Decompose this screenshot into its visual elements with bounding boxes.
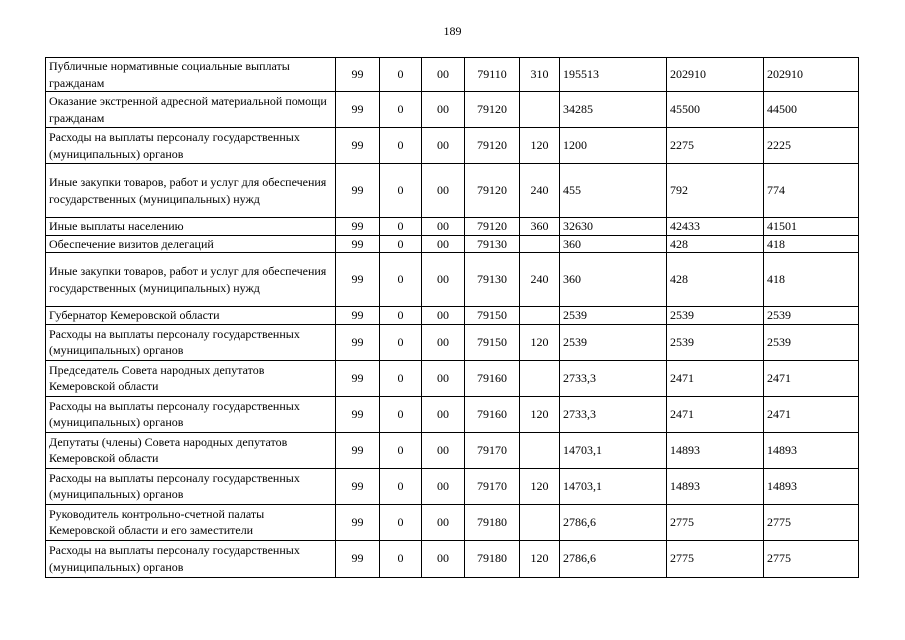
row-name: Расходы на выплаты персоналу государственных (муниципальных) органов [46,396,336,432]
table-row [46,432,859,468]
table-row [46,235,859,253]
row-name: Иные выплаты населению [46,218,336,236]
row-code-1: 99 [336,128,380,164]
row-code-3: 00 [422,164,465,218]
row-code-4: 79150 [465,324,520,360]
row-value-2: 428 [667,235,764,253]
row-value-1: 2733,3 [560,360,667,396]
row-name: Расходы на выплаты персоналу государственных (муниципальных) органов [46,540,336,577]
row-code-3: 00 [422,324,465,360]
row-value-3: 2539 [764,307,859,325]
row-code-5 [520,432,560,468]
row-code-1: 99 [336,396,380,432]
row-code-5: 360 [520,218,560,236]
row-code-2: 0 [380,324,422,360]
page-number: 189 [443,24,462,38]
row-code-3: 00 [422,307,465,325]
row-code-1: 99 [336,540,380,577]
row-value-3: 2471 [764,360,859,396]
row-value-2: 2471 [667,360,764,396]
row-code-4: 79170 [465,468,520,504]
row-value-3: 2539 [764,324,859,360]
table-row [46,218,859,236]
row-code-2: 0 [380,307,422,325]
row-code-3: 00 [422,396,465,432]
row-value-1: 34285 [560,92,667,128]
row-code-3: 00 [422,360,465,396]
row-code-2: 0 [380,128,422,164]
row-code-3: 00 [422,218,465,236]
row-name: Публичные нормативные социальные выплаты гражданам [46,58,336,92]
table-row [46,164,859,218]
row-value-2: 2471 [667,396,764,432]
row-code-4: 79180 [465,540,520,577]
row-code-2: 0 [380,253,422,307]
row-code-2: 0 [380,540,422,577]
row-code-5: 120 [520,396,560,432]
row-code-1: 99 [336,468,380,504]
row-value-3: 2225 [764,128,859,164]
table-row [46,504,859,540]
row-code-1: 99 [336,164,380,218]
table-row [46,58,859,92]
row-code-5: 120 [520,324,560,360]
row-code-4: 79130 [465,253,520,307]
row-code-3: 00 [422,235,465,253]
row-value-2: 2275 [667,128,764,164]
row-code-1: 99 [336,324,380,360]
row-name: Оказание экстренной адресной материальной помощи гражданам [46,92,336,128]
row-name: Руководитель контрольно-счетной палаты Кемеровской области и его заместители [46,504,336,540]
row-value-3: 418 [764,253,859,307]
table-row [46,396,859,432]
row-value-1: 14703,1 [560,468,667,504]
row-code-5 [520,360,560,396]
row-code-5: 120 [520,128,560,164]
row-value-1: 2786,6 [560,504,667,540]
row-code-4: 79120 [465,128,520,164]
row-name: Депутаты (члены) Совета народных депутатов Кемеровской области [46,432,336,468]
row-code-2: 0 [380,468,422,504]
row-code-2: 0 [380,235,422,253]
row-code-2: 0 [380,360,422,396]
row-code-4: 79120 [465,164,520,218]
row-value-3: 202910 [764,58,859,92]
row-code-5 [520,504,560,540]
row-code-5: 240 [520,253,560,307]
table-row [46,128,859,164]
row-code-1: 99 [336,235,380,253]
row-value-1: 14703,1 [560,432,667,468]
row-value-3: 2775 [764,504,859,540]
row-value-2: 2539 [667,324,764,360]
row-code-3: 00 [422,128,465,164]
row-code-2: 0 [380,432,422,468]
row-value-3: 418 [764,235,859,253]
row-name: Иные закупки товаров, работ и услуг для обеспечения государственных (муниципальных) нужд [46,253,336,307]
row-value-1: 2539 [560,324,667,360]
row-value-3: 2775 [764,540,859,577]
row-value-2: 2539 [667,307,764,325]
table-row [46,468,859,504]
row-value-1: 195513 [560,58,667,92]
row-code-4: 79110 [465,58,520,92]
row-value-2: 202910 [667,58,764,92]
row-code-5: 120 [520,468,560,504]
row-name: Председатель Совета народных депутатов Кемеровской области [46,360,336,396]
row-value-1: 2733,3 [560,396,667,432]
row-code-3: 00 [422,253,465,307]
row-code-4: 79130 [465,235,520,253]
row-code-4: 79120 [465,218,520,236]
row-value-2: 792 [667,164,764,218]
row-code-4: 79170 [465,432,520,468]
row-value-3: 14893 [764,468,859,504]
row-code-5: 120 [520,540,560,577]
row-name: Губернатор Кемеровской области [46,307,336,325]
row-code-1: 99 [336,253,380,307]
row-code-1: 99 [336,432,380,468]
row-code-5 [520,92,560,128]
row-code-5: 240 [520,164,560,218]
row-code-4: 79150 [465,307,520,325]
row-value-3: 2471 [764,396,859,432]
row-code-2: 0 [380,58,422,92]
row-code-4: 79160 [465,360,520,396]
row-code-3: 00 [422,432,465,468]
row-value-2: 42433 [667,218,764,236]
table-row [46,92,859,128]
row-value-3: 41501 [764,218,859,236]
row-value-3: 44500 [764,92,859,128]
row-value-1: 2786,6 [560,540,667,577]
row-code-4: 79160 [465,396,520,432]
row-value-3: 14893 [764,432,859,468]
row-name: Расходы на выплаты персоналу государственных (муниципальных) органов [46,324,336,360]
row-code-2: 0 [380,164,422,218]
row-value-1: 32630 [560,218,667,236]
row-value-1: 1200 [560,128,667,164]
row-value-2: 2775 [667,540,764,577]
row-code-4: 79180 [465,504,520,540]
row-value-1: 2539 [560,307,667,325]
row-code-1: 99 [336,504,380,540]
row-code-3: 00 [422,540,465,577]
row-code-5 [520,307,560,325]
row-code-2: 0 [380,396,422,432]
row-value-1: 360 [560,253,667,307]
row-code-1: 99 [336,58,380,92]
row-name: Расходы на выплаты персоналу государственных (муниципальных) органов [46,128,336,164]
row-code-2: 0 [380,92,422,128]
row-code-1: 99 [336,307,380,325]
table-row [46,253,859,307]
row-code-1: 99 [336,218,380,236]
row-value-2: 2775 [667,504,764,540]
row-name: Обеспечение визитов делегаций [46,235,336,253]
row-value-2: 428 [667,253,764,307]
table-row [46,324,859,360]
row-code-1: 99 [336,92,380,128]
row-code-1: 99 [336,360,380,396]
row-code-3: 00 [422,58,465,92]
row-name: Расходы на выплаты персоналу государственных (муниципальных) органов [46,468,336,504]
budget-table [45,57,859,578]
row-name: Иные закупки товаров, работ и услуг для обеспечения государственных (муниципальных) нужд [46,164,336,218]
row-value-3: 774 [764,164,859,218]
row-value-1: 455 [560,164,667,218]
row-value-1: 360 [560,235,667,253]
row-code-5 [520,235,560,253]
row-code-2: 0 [380,504,422,540]
row-code-4: 79120 [465,92,520,128]
row-value-2: 45500 [667,92,764,128]
row-code-3: 00 [422,92,465,128]
row-value-2: 14893 [667,468,764,504]
row-code-3: 00 [422,504,465,540]
row-code-3: 00 [422,468,465,504]
table-row [46,307,859,325]
row-value-2: 14893 [667,432,764,468]
row-code-2: 0 [380,218,422,236]
table-row [46,360,859,396]
table-row [46,540,859,577]
row-code-5: 310 [520,58,560,92]
